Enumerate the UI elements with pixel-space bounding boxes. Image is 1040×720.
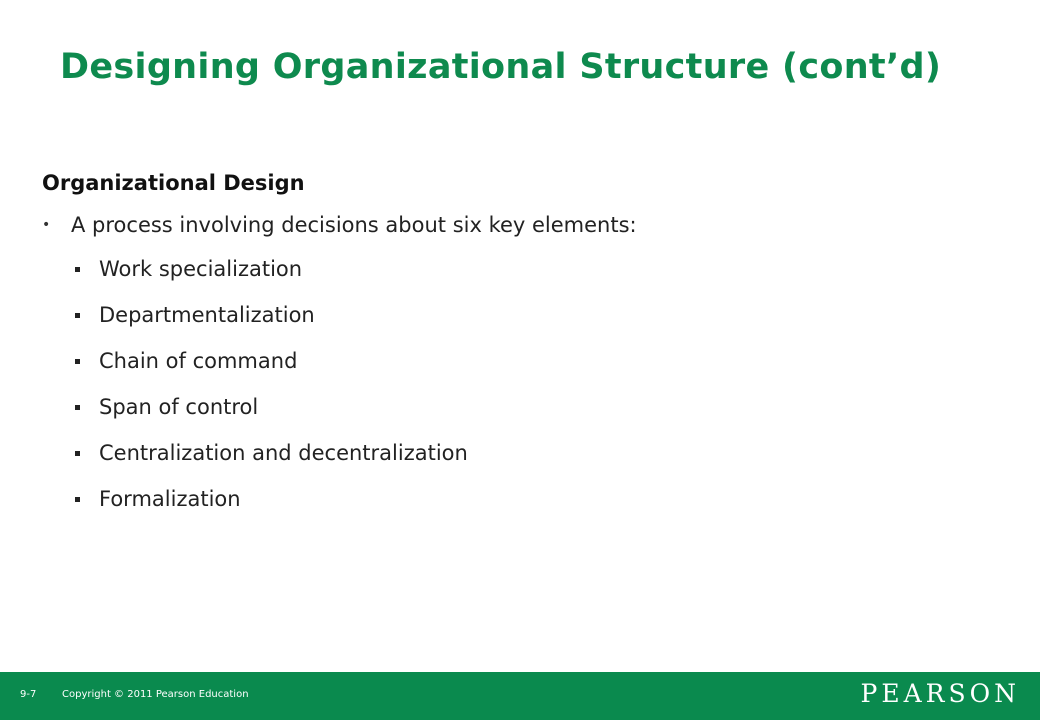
bullet-point [42, 210, 982, 240]
list-item [42, 254, 982, 284]
list-item-text: Formalization [99, 487, 241, 511]
pearson-logo: PEARSON [860, 679, 1020, 708]
square-bullet-icon [75, 497, 80, 502]
slide-content [42, 164, 982, 530]
section-subheading: Organizational Design [42, 171, 305, 195]
list-item-text: Centralization and decentralization [99, 441, 468, 465]
copyright-notice: Copyright © 2011 Pearson Education [62, 689, 249, 700]
list-item [42, 438, 982, 468]
key-elements-list [42, 254, 982, 514]
list-item [42, 346, 982, 376]
list-item-text: Departmentalization [99, 303, 315, 327]
list-item [42, 484, 982, 514]
list-item [42, 300, 982, 330]
round-bullet-icon: • [42, 217, 51, 233]
footer-band [0, 672, 1040, 720]
square-bullet-icon [75, 313, 80, 318]
square-bullet-icon [75, 267, 80, 272]
square-bullet-icon [75, 359, 80, 364]
slide-number: 9-7 [20, 689, 37, 700]
list-item-text: Work specialization [99, 257, 303, 281]
list-item-text: Span of control [99, 395, 259, 419]
square-bullet-icon [75, 405, 80, 410]
list-item-text: Chain of command [99, 349, 298, 373]
list-item [42, 392, 982, 422]
square-bullet-icon [75, 451, 80, 456]
slide-title: Designing Organizational Structure (cont’d) [60, 47, 942, 87]
bullet-text: A process involving decisions about six key elements: [71, 213, 637, 237]
